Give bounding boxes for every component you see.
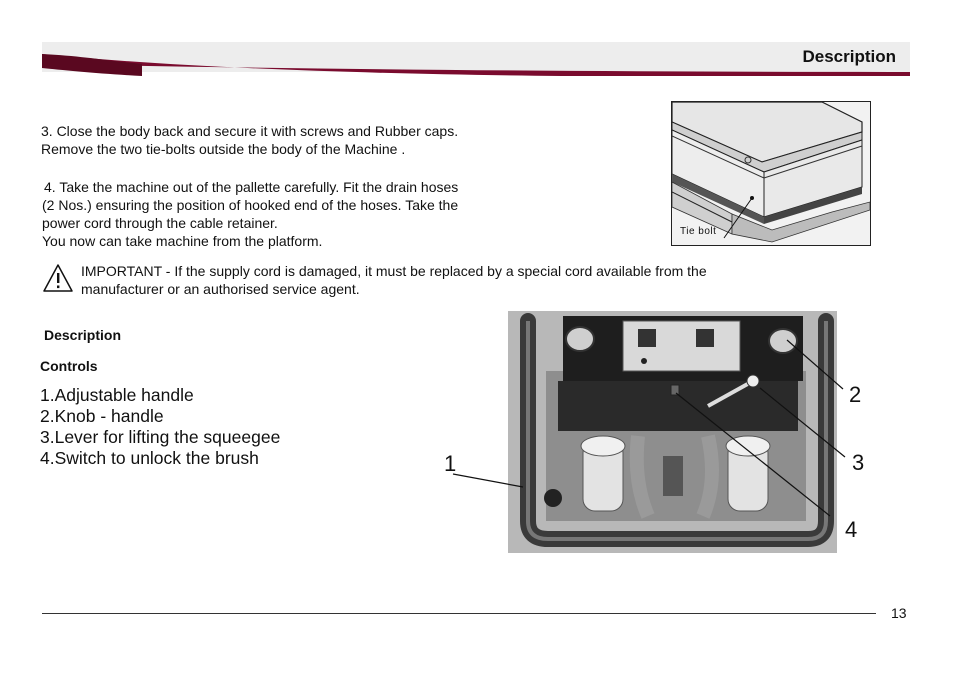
callout-1: 1	[444, 451, 457, 476]
page-number: 13	[891, 605, 907, 621]
important-line1: IMPORTANT - If the supply cord is damaged, it must be replaced by a special cord available from the	[81, 263, 707, 279]
page-title: Description	[802, 47, 896, 66]
footer-rule	[42, 613, 876, 614]
step3-line2: Remove the two tie-bolts outside the body of the Machine .	[41, 141, 406, 157]
step4-line1: 4. Take the machine out of the pallette carefully. Fit the drain hoses	[44, 179, 459, 195]
callout-2: 2	[849, 382, 862, 407]
callout-4: 4	[845, 517, 858, 542]
important-line2: manufacturer or an authorised service agent.	[81, 281, 360, 297]
step4-line4: You now can take machine from the platform.	[42, 233, 323, 249]
section-subheading: Controls	[40, 358, 98, 374]
control-item-4: 4.Switch to unlock the brush	[40, 448, 259, 468]
step4-line2: (2 Nos.) ensuring the position of hooked end of the hoses. Take the	[42, 197, 459, 213]
section-heading: Description	[44, 327, 122, 343]
control-item-2: 2.Knob - handle	[40, 406, 164, 426]
tie-bolt-label: Tie bolt	[680, 226, 717, 237]
callout-3: 3	[852, 450, 865, 475]
step3-line1: 3. Close the body back and secure it with screws and Rubber caps.	[41, 123, 459, 139]
step4-line3: power cord through the cable retainer.	[42, 215, 278, 231]
control-item-1: 1.Adjustable handle	[40, 385, 194, 405]
control-item-3: 3.Lever for lifting the squeegee	[40, 427, 281, 447]
